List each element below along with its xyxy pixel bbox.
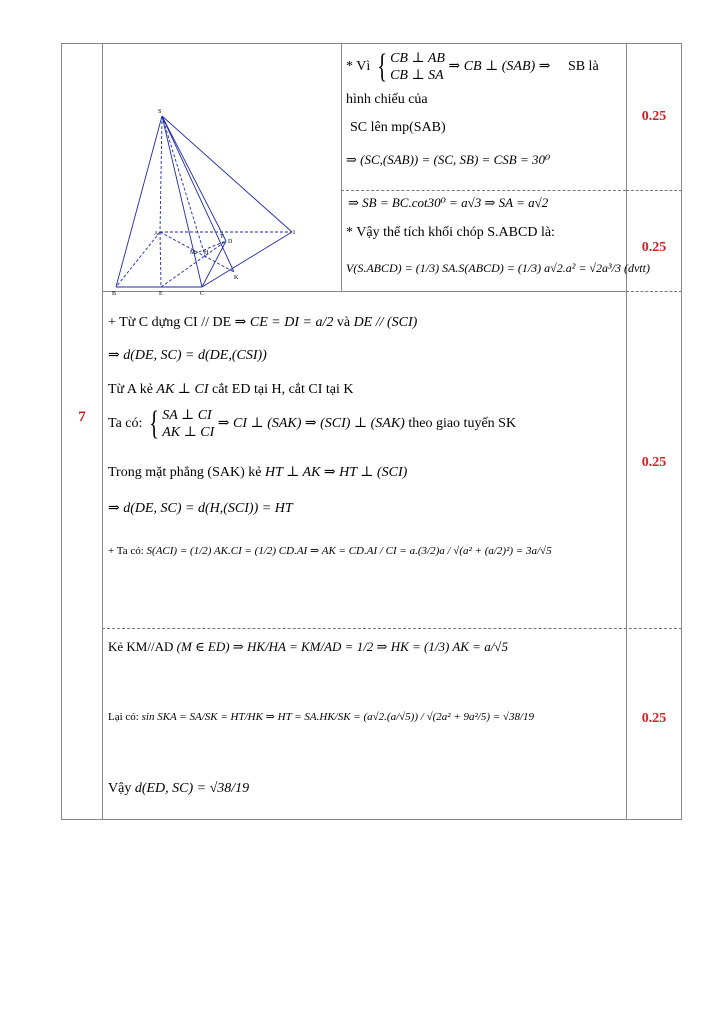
box1-line3: SC lên mp(SAB) — [350, 120, 446, 135]
box3-line7: + Ta có: S(ACI) = (1/2) AK.CI = (1/2) CD.AI ⇒ AK = CD.AI / CI = a.(3/2)a / √(a² + (a/2)²) = 3a/√5 — [108, 545, 552, 557]
box1-line1: * Vì { CB ⊥ AB CB ⊥ SA ⇒ CB ⊥ (SAB) ⇒ SB là — [346, 48, 599, 85]
row-divider — [341, 190, 626, 191]
score-3: 0.25 — [641, 455, 667, 470]
box2-line1: ⇒ SB = BC.cot30⁰ = a√3 ⇒ SA = a√2 — [348, 195, 549, 210]
label-h: H — [204, 250, 209, 256]
column-divider — [341, 44, 342, 291]
column-divider — [626, 44, 627, 819]
box3-line6: ⇒ d(DE, SC) = d(H,(SCI)) = HT — [108, 501, 293, 516]
column-divider — [102, 44, 103, 819]
label-d: D — [228, 239, 233, 245]
label-e: E — [159, 291, 163, 297]
score-2: 0.25 — [641, 240, 667, 255]
row-divider — [102, 291, 627, 292]
row-divider — [102, 628, 682, 629]
label-k: K — [234, 275, 239, 281]
box4-line1: Kẻ KM//AD (M ∈ ED) ⇒ HK/HA = KM/AD = 1/2 ⇒ HK = (1/3) AK = a/√5 — [108, 639, 508, 654]
box3-line3: Từ A kẻ AK ⊥ CI cắt ED tại H, cắt CI tại K — [108, 382, 354, 397]
box1-line2: hình chiếu của — [346, 92, 428, 107]
label-s: S — [158, 109, 162, 115]
pyramid-figure — [106, 104, 301, 297]
label-m: M — [190, 250, 196, 256]
box3-line4: Ta có: { SA ⊥ CI AK ⊥ CI ⇒ CI ⊥ (SAK) ⇒ (SCI) ⊥ (SAK) theo giao tuyến SK — [108, 405, 517, 442]
question-number: 7 — [78, 409, 86, 425]
box3-line5: Trong mặt phẳng (SAK) kẻ HT ⊥ AK ⇒ HT ⊥ (SCI) — [108, 465, 408, 480]
label-b: B — [112, 291, 117, 297]
label-t: T — [220, 234, 224, 240]
label-c: C — [200, 291, 205, 297]
box1-line4: ⇒ (SC,(SAB)) = (SC, SB) = CSB = 30⁰ — [346, 152, 551, 167]
answer-table — [61, 43, 682, 820]
label-a: A — [154, 231, 159, 237]
box4-line3: Vậy d(ED, SC) = √38/19 — [108, 781, 250, 796]
box4-line2: Lại có: sin SKA = SA/SK = HT/HK ⇒ HT = SA.HK/SK = (a√2.(a/√5)) / √(2a² + 9a²/5) = √38/19 — [108, 711, 535, 723]
row-divider — [626, 190, 682, 191]
label-i: I — [293, 230, 295, 236]
box3-line1: + Từ C dựng CI // DE ⇒ CE = DI = a/2 và DE // (SCI) — [108, 315, 418, 330]
row-divider — [626, 291, 682, 292]
box2-line3: V(S.ABCD) = (1/3) SA.S(ABCD) = (1/3) a√2.a² = √2a³/3 (dvtt) — [346, 261, 650, 275]
box2-line2: * Vậy thể tích khối chóp S.ABCD là: — [346, 225, 555, 240]
box3-line2: ⇒ d(DE, SC) = d(DE,(CSI)) — [108, 348, 267, 363]
score-1: 0.25 — [641, 109, 667, 124]
score-4: 0.25 — [641, 711, 667, 726]
